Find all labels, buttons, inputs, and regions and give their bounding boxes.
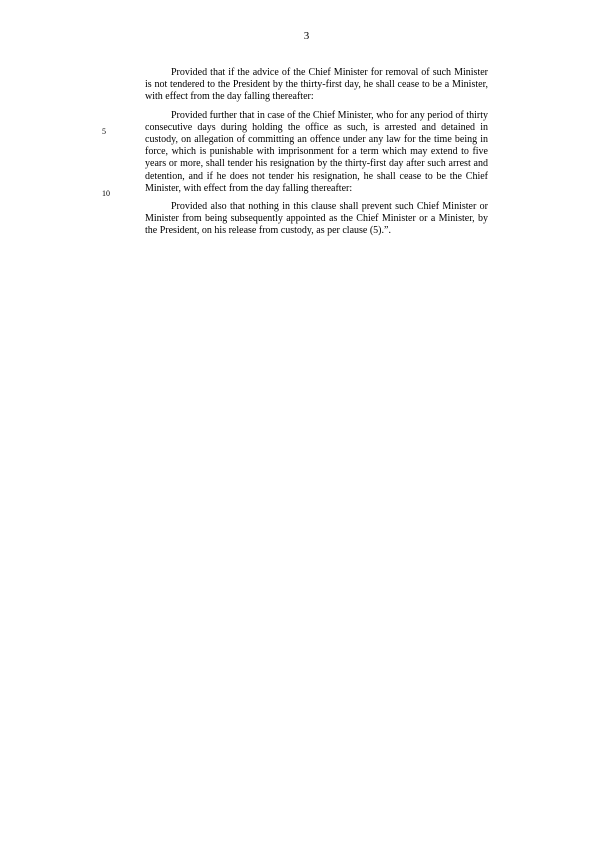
proviso-paragraph-3: Provided also that nothing in this clause shall prevent such Chief Minister or Minister from being subsequently appointed as the Chief Minister or a Minister, by the President, on his release from custody, as per clause (5).”.: [145, 201, 488, 237]
line-number-10: 10: [102, 189, 110, 198]
page-number: 3: [303, 30, 310, 42]
proviso-paragraph-2: Provided further that in case of the Chief Minister, who for any period of thirty consecutive days during holding the office as such, is arrested and detained in custody, on allegation of committing an offence under any law for the time being in force, which is punishable with imprisonment for a term which may extend to five years or more, shall tender his resignation by the thirty-first day after such arrest and detention, and if he does not tender his resignation, he shall cease to be the Chief Minister, with effect from the day falling thereafter:: [145, 109, 488, 194]
line-number-5: 5: [102, 127, 106, 136]
proviso-paragraph-1: Provided that if the advice of the Chief Minister for removal of such Minister is not tendered to the President by the thirty-first day, he shall cease to be a Minister, with effect from the day falling thereafter:: [145, 67, 488, 103]
document-body: [145, 67, 488, 244]
